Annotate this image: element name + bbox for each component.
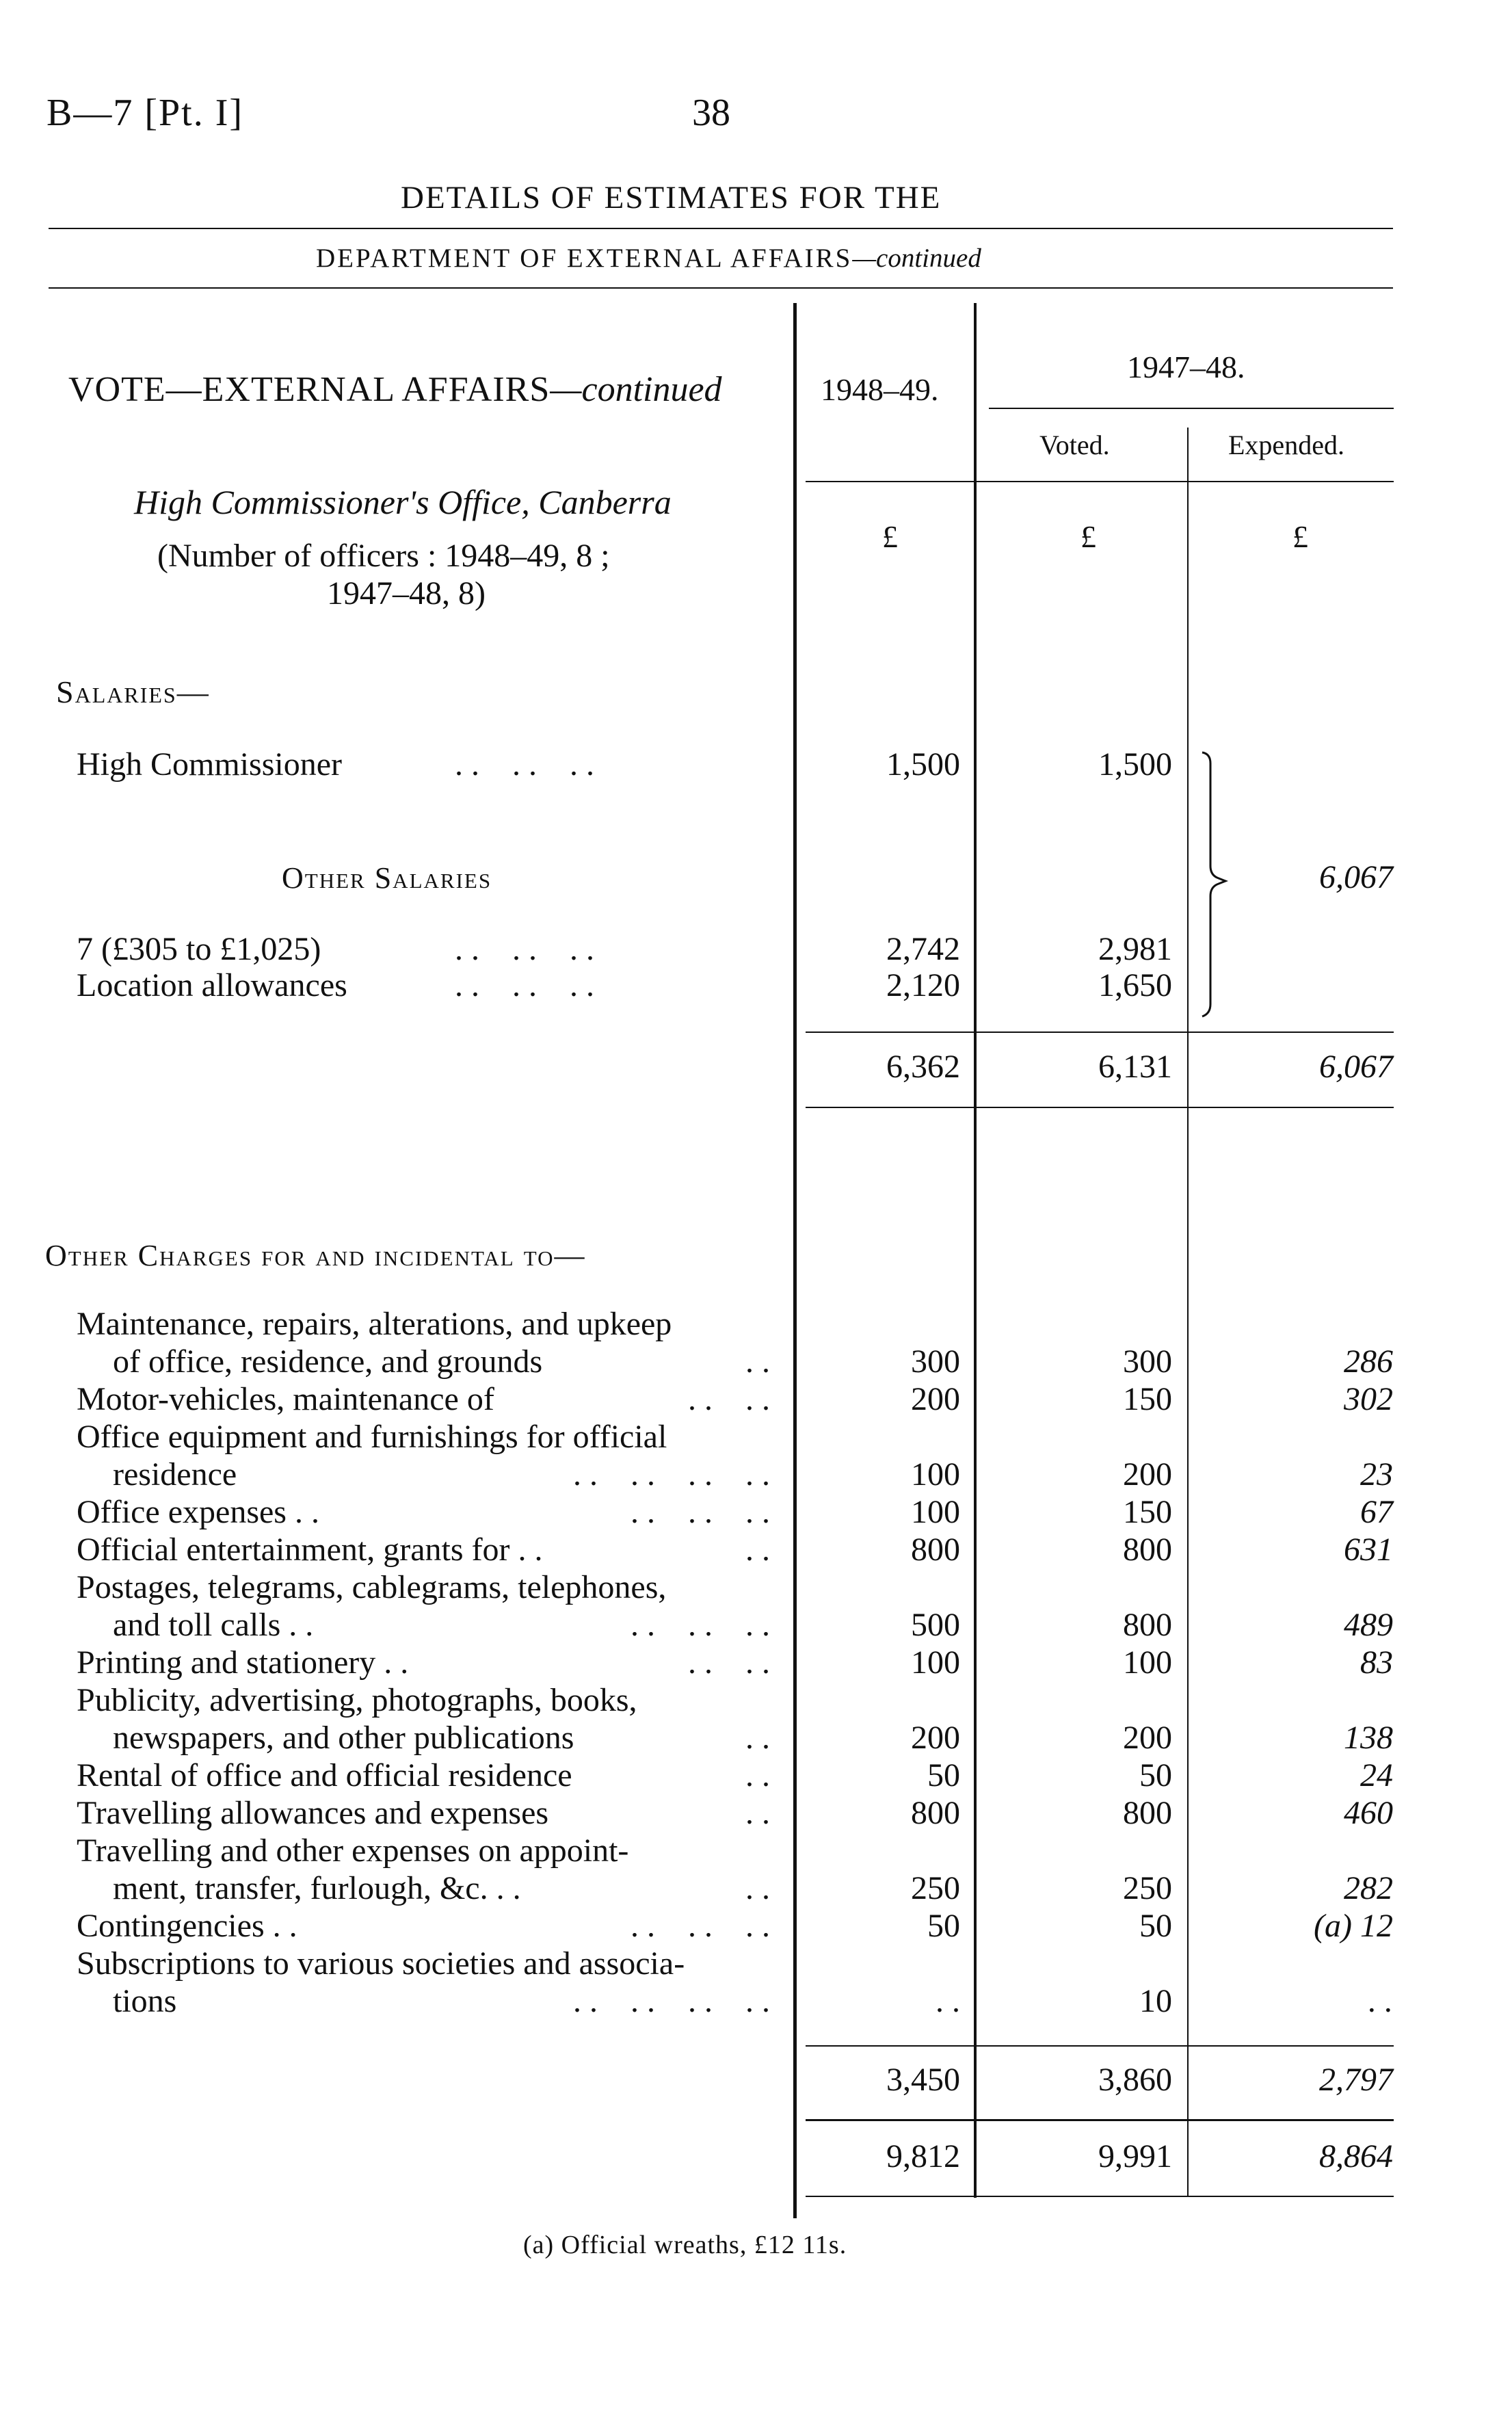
- charge-label-line2: tions: [113, 1983, 177, 2019]
- grand-total-voted: 9,991: [1098, 2138, 1172, 2174]
- col-rule-1948: [974, 303, 977, 2198]
- charge-expended: 286: [1344, 1343, 1393, 1380]
- page-ref: B—7 [Pt. I]: [47, 92, 243, 134]
- salaries-total-voted: 6,131: [1098, 1049, 1172, 1085]
- salary-row-label: 7 (£305 to £1,025): [77, 931, 321, 967]
- charge-1948: . .: [936, 1983, 960, 2019]
- col-header-expended: Expended.: [1228, 430, 1344, 460]
- rule-header-bottom: [806, 481, 1394, 482]
- salary-row-voted: 2,981: [1098, 931, 1172, 967]
- high-commissioner-label: High Commissioner: [77, 746, 343, 783]
- charge-1948: 100: [911, 1644, 960, 1681]
- salary-row-1948: 2,742: [886, 931, 960, 967]
- rule-top: [49, 228, 1393, 229]
- charge-label-line1: Publicity, advertising, photographs, books,: [77, 1682, 637, 1718]
- charge-expended: 282: [1344, 1870, 1393, 1906]
- charge-voted: 250: [1123, 1870, 1172, 1906]
- charge-1948: 50: [927, 1908, 960, 1944]
- col-header-1947: 1947–48.: [1127, 350, 1245, 384]
- high-commissioner-voted: 1,500: [1098, 746, 1172, 783]
- charge-voted: 150: [1123, 1381, 1172, 1417]
- charge-expended: 24: [1360, 1757, 1393, 1793]
- charge-1948: 800: [911, 1532, 960, 1568]
- charges-total-voted: 3,860: [1098, 2062, 1172, 2098]
- charge-voted: 50: [1139, 1757, 1172, 1793]
- high-commissioner-1948: 1,500: [886, 746, 960, 783]
- charge-1948: 800: [911, 1795, 960, 1831]
- charge-1948: 50: [927, 1757, 960, 1793]
- charge-label-line1: Official entertainment, grants for . .: [77, 1532, 543, 1568]
- charge-1948: 200: [911, 1381, 960, 1417]
- rule-salaries-total-top: [806, 1031, 1394, 1033]
- charge-voted: 10: [1139, 1983, 1172, 2019]
- heading-department: DEPARTMENT OF EXTERNAL AFFAIRS—continued: [316, 244, 981, 273]
- other-salaries-heading: Other Salaries: [282, 861, 492, 895]
- charge-voted: 800: [1123, 1532, 1172, 1568]
- rule-charges-total-top: [806, 2045, 1394, 2047]
- charge-1948: 200: [911, 1720, 960, 1756]
- salaries-total-expended: 6,067: [1319, 1049, 1393, 1085]
- charge-dots: . . . . . . . .: [573, 1983, 770, 2019]
- office-title: High Commissioner's Office, Canberra: [134, 483, 672, 521]
- salaries-brace: [1190, 751, 1231, 1018]
- charge-expended: 460: [1344, 1795, 1393, 1831]
- currency-1948: £: [882, 519, 898, 554]
- charge-dots: . . . .: [688, 1644, 770, 1681]
- rule-charges-total-bottom: [806, 2119, 1394, 2121]
- charge-dots: . . . . . . . .: [573, 1456, 770, 1493]
- grand-total-expended: 8,864: [1319, 2138, 1393, 2174]
- charge-label-line2: of office, residence, and grounds: [113, 1343, 543, 1380]
- currency-voted: £: [1080, 519, 1096, 554]
- charge-voted: 800: [1123, 1795, 1172, 1831]
- rule-1947-under: [989, 408, 1394, 409]
- charges-total-expended: 2,797: [1319, 2062, 1393, 2098]
- charges-total-1948: 3,450: [886, 2062, 960, 2098]
- charge-dots: . . . . . .: [631, 1908, 770, 1944]
- charge-dots: . . . . . .: [631, 1494, 770, 1530]
- charge-1948: 250: [911, 1870, 960, 1906]
- charge-label-line2: newspapers, and other publications: [113, 1720, 574, 1756]
- charge-expended: 23: [1360, 1456, 1393, 1493]
- salary-row-label: Location allowances: [77, 967, 347, 1003]
- charge-label-line2: residence: [113, 1456, 237, 1493]
- charge-dots: . .: [745, 1343, 770, 1380]
- charge-voted: 200: [1123, 1456, 1172, 1493]
- charge-dots: . .: [745, 1870, 770, 1906]
- rule-grand-total-bottom: [806, 2196, 1394, 2197]
- charge-expended: 302: [1344, 1381, 1393, 1417]
- charge-label-line1: Motor-vehicles, maintenance of: [77, 1381, 494, 1417]
- charge-label-line1: Subscriptions to various societies and associa-: [77, 1945, 685, 1982]
- charge-voted: 50: [1139, 1908, 1172, 1944]
- col-rule-label: [793, 303, 797, 2218]
- charge-dots: . .: [745, 1720, 770, 1756]
- salaries-expended: 6,067: [1319, 859, 1393, 895]
- charge-expended: 631: [1344, 1532, 1393, 1568]
- charge-dots: . . . . . .: [631, 1607, 770, 1643]
- charge-voted: 800: [1123, 1607, 1172, 1643]
- rule-under-department: [49, 287, 1393, 289]
- charge-label-line1: Office equipment and furnishings for official: [77, 1419, 667, 1455]
- charge-label-line1: Travelling and other expenses on appoint-: [77, 1832, 629, 1869]
- charge-expended: 67: [1360, 1494, 1393, 1530]
- charge-label-line1: Rental of office and official residence: [77, 1757, 572, 1793]
- salaries-heading: Salaries—: [56, 674, 210, 709]
- charge-1948: 300: [911, 1343, 960, 1380]
- charge-label-line1: Office expenses . .: [77, 1494, 319, 1530]
- charge-expended: (a) 12: [1314, 1908, 1393, 1944]
- heading-details: DETAILS OF ESTIMATES FOR THE: [401, 180, 942, 215]
- charge-label-line1: Printing and stationery . .: [77, 1644, 409, 1681]
- charge-dots: . .: [745, 1795, 770, 1831]
- charge-expended: 489: [1344, 1607, 1393, 1643]
- charge-expended: 138: [1344, 1720, 1393, 1756]
- charge-expended: 83: [1360, 1644, 1393, 1681]
- col-header-voted: Voted.: [1039, 430, 1110, 460]
- rule-salaries-total-bottom: [806, 1107, 1394, 1108]
- salary-row-dots: . . . . . .: [455, 967, 594, 1003]
- currency-expended: £: [1292, 519, 1308, 554]
- salary-row-voted: 1,650: [1098, 967, 1172, 1003]
- charge-label-line1: Contingencies . .: [77, 1908, 297, 1944]
- charge-voted: 300: [1123, 1343, 1172, 1380]
- salaries-total-1948: 6,362: [886, 1049, 960, 1085]
- officers-line2: 1947–48, 8): [327, 575, 486, 612]
- charge-dots: . .: [745, 1532, 770, 1568]
- grand-total-1948: 9,812: [886, 2138, 960, 2174]
- page-number: 38: [692, 92, 730, 134]
- charge-label-line2: and toll calls . .: [113, 1607, 314, 1643]
- charge-1948: 100: [911, 1456, 960, 1493]
- charge-label-line1: Travelling allowances and expenses: [77, 1795, 549, 1831]
- charge-dots: . . . .: [688, 1381, 770, 1417]
- charge-label-line1: Maintenance, repairs, alterations, and upkeep: [77, 1306, 672, 1342]
- vote-title: VOTE—EXTERNAL AFFAIRS—continued: [68, 370, 722, 409]
- salary-row-dots: . . . . . .: [455, 931, 594, 967]
- salary-row-1948: 2,120: [886, 967, 960, 1003]
- high-commissioner-dots: . . . . . .: [455, 746, 594, 783]
- charges-heading: Other Charges for and incidental to—: [45, 1239, 586, 1272]
- col-header-1948: 1948–49.: [821, 372, 939, 407]
- charge-dots: . .: [745, 1757, 770, 1793]
- charge-1948: 100: [911, 1494, 960, 1530]
- charge-label-line2: ment, transfer, furlough, &c. . .: [113, 1870, 521, 1906]
- charge-label-line1: Postages, telegrams, cablegrams, telephones,: [77, 1569, 667, 1605]
- charge-1948: 500: [911, 1607, 960, 1643]
- footnote: (a) Official wreaths, £12 11s.: [523, 2231, 847, 2259]
- charge-expended: . .: [1368, 1983, 1393, 2019]
- charge-voted: 150: [1123, 1494, 1172, 1530]
- charge-voted: 100: [1123, 1644, 1172, 1681]
- charge-voted: 200: [1123, 1720, 1172, 1756]
- officers-line1: (Number of officers : 1948–49, 8 ;: [157, 538, 610, 574]
- col-rule-voted: [1187, 428, 1189, 2196]
